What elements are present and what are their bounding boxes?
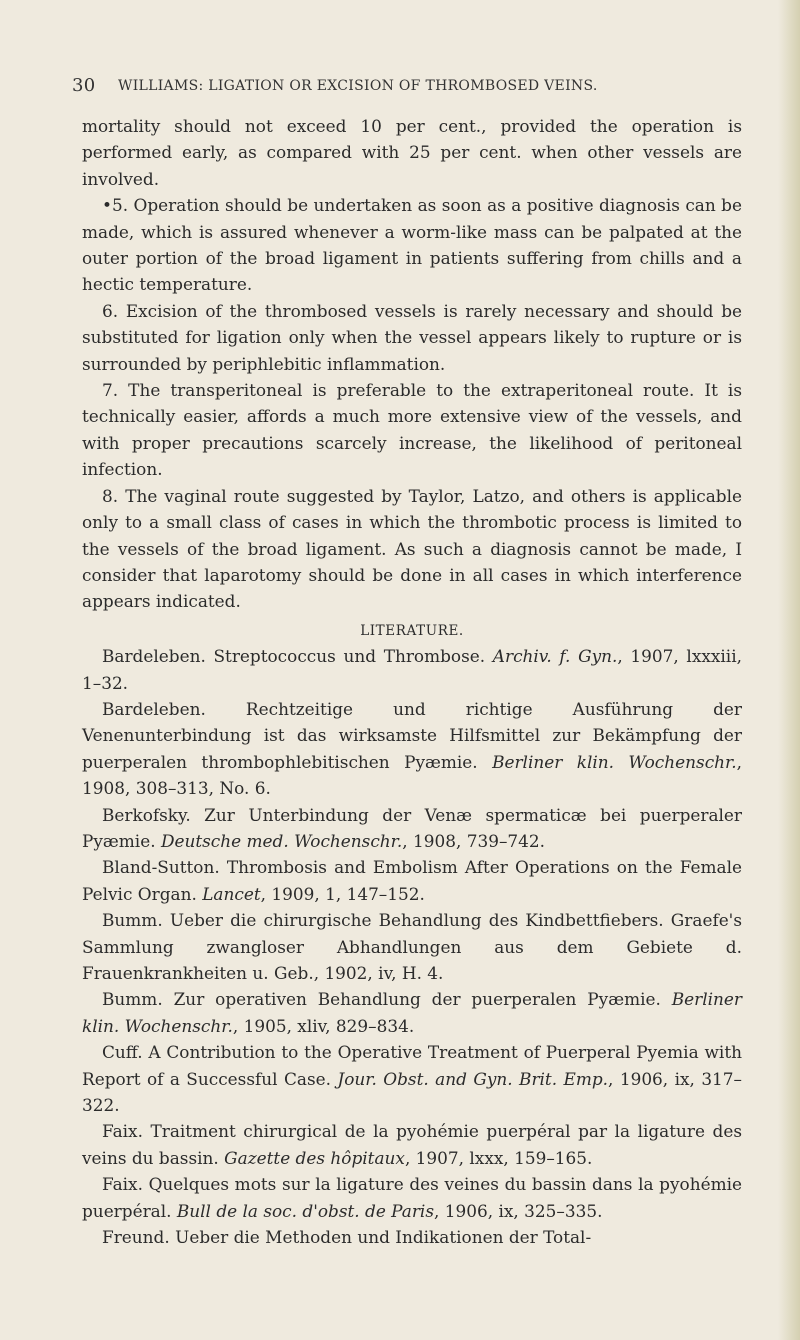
reference-citation: , 1907, lxxx, 159–165. — [404, 1147, 593, 1168]
reference-citation: , 1905, xliv, 829–834. — [232, 1015, 415, 1036]
reference-entry — [82, 1171, 742, 1224]
reference-text: Berkofsky. Zur Unterbindung der Venæ spermaticæ bei puerperaler Pyæmie. — [82, 804, 742, 851]
reference-text: Faix. Traitment chirurgical de la pyohémie puerpéral par la ligature des veins du bassin. — [82, 1121, 742, 1168]
reference-entry — [82, 802, 742, 855]
reference-text: Bardeleben. Streptococcus und Thrombose. — [102, 646, 493, 667]
reference-entry — [82, 1118, 742, 1171]
reference-citation: , 1908, 739–742. — [402, 830, 546, 851]
reference-text: Faix. Quelques mots sur la ligature des veines du bassin dans la pyohémie puerpéral. — [82, 1174, 742, 1221]
reference-text: Cuff. A Contribution to the Operative Treatment of Puerperal Pyemia with Report of a Successful Case. — [82, 1042, 742, 1089]
reference-entry — [82, 986, 742, 1039]
reference-journal: Lancet — [202, 883, 261, 904]
reference-entry — [82, 696, 742, 802]
reference-journal: Deutsche med. Wochenschr. — [160, 830, 403, 851]
reference-entry — [82, 643, 742, 696]
reference-text: Freund. Ueber die Methoden und Indikationen der Total- — [102, 1227, 592, 1248]
reference-citation: , 1907, lxxxiii, 1–32. — [82, 646, 742, 693]
reference-text: Bardeleben. Rechtzeitige und richtige Ausführung der Venenunterbindung ist das wirksamste Hilfsmittel zur Bekämpfung der puerperalen thrombophlebitischen Pyæmie. — [82, 698, 742, 772]
page-body — [82, 113, 742, 1250]
reference-journal: Bull de la soc. d'obst. de Paris — [176, 1200, 435, 1221]
reference-journal: Jour. Obst. and Gyn. Brit. Emp. — [337, 1068, 609, 1089]
reference-citation: , 1906, ix, 317–322. — [82, 1068, 742, 1116]
page-number: 30 — [72, 75, 96, 96]
running-title: WILLIAMS: LIGATION OR EXCISION OF THROMBOSED VEINS. — [118, 78, 598, 94]
reference-entry — [82, 854, 742, 907]
literature-heading: LITERATURE. — [360, 622, 464, 639]
paragraph-continued: mortality should not exceed 10 per cent., provided the operation is performed early, as compared with 25 per cent. when other vessels are involved. — [82, 116, 742, 189]
reference-entry — [82, 1039, 742, 1118]
reference-citation: , 1909, 1, 147–152. — [260, 883, 425, 904]
reference-text: Bumm. Zur operativen Behandlung der puerperalen Pyæmie. — [102, 989, 672, 1010]
reference-citation: , 1906, ix, 325–335. — [434, 1200, 603, 1221]
paragraph-5: •5. Operation should be undertaken as soon as a positive diagnosis can be made, which is assured whenever a worm-like mass can be palpated at the outer portion of the broad ligament in patients suffering from chills and a hectic temperature. — [82, 195, 742, 295]
reference-journal: Gazette des hôpitaux — [224, 1147, 405, 1168]
reference-journal: Berliner klin. Wochenschr. — [492, 751, 737, 772]
reference-text: Bumm. Ueber die chirurgische Behandlung des Kindbettfiebers. Graefe's Sammlung zwangloser Abhandlungen aus dem Gebiete d. Frauenkrankheiten u. Geb., 1902, iv, H. 4. — [82, 910, 742, 983]
reference-journal: Berliner klin. Wochenschr. — [82, 989, 742, 1036]
page-edge-shadow — [778, 0, 800, 1340]
reference-citation: , 1908, 308–313, No. 6. — [82, 751, 742, 799]
reference-list — [82, 643, 742, 1250]
paragraph-8: 8. The vaginal route suggested by Taylor, Latzo, and others is applicable only to a small class of cases in which the thrombotic process is limited to the vessels of the broad ligament. As such a diagnosis cannot be made, I consider that laparotomy should be done in all cases in which interference appears indicated. — [82, 485, 742, 612]
reference-entry — [82, 907, 742, 986]
paragraph-7: 7. The transperitoneal is preferable to the extraperitoneal route. It is technically easier, affords a much more extensive view of the vessels, and with proper precautions scarcely increase, the likelihood of peritoneal infection. — [82, 380, 742, 480]
paragraph-6: 6. Excision of the thrombosed vessels is rarely necessary and should be substituted for ligation only when the vessel appears likely to rupture or is surrounded by periphlebitic inflammation. — [82, 300, 742, 374]
reference-journal: Archiv. f. Gyn. — [492, 646, 618, 667]
reference-text: Bland-Sutton. Thrombosis and Embolism After Operations on the Female Pelvic Organ. — [82, 857, 742, 904]
reference-entry — [82, 1224, 742, 1250]
